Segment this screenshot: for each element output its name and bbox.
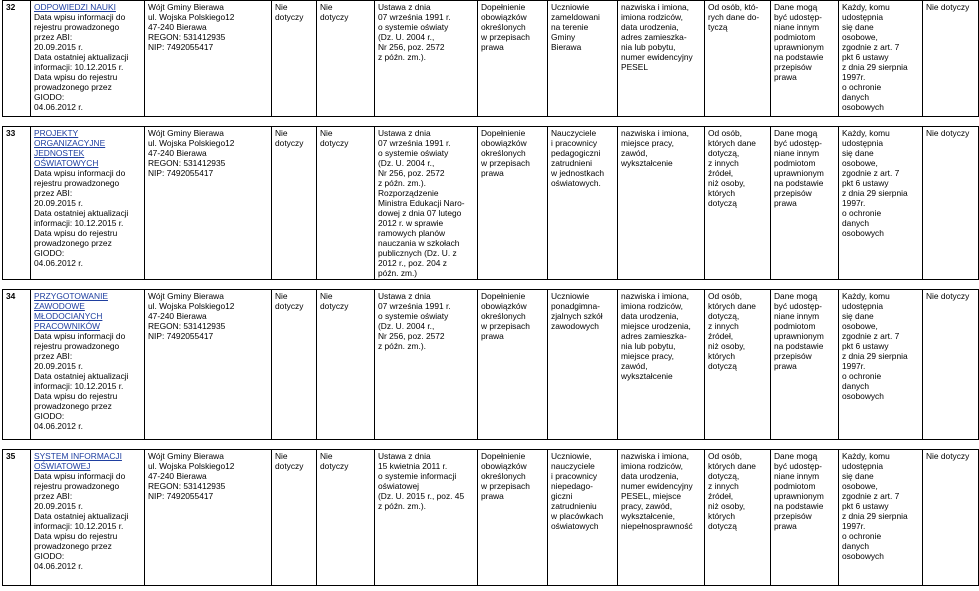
purpose-cell: Dopełnienie obowiązków określonych w przepisach prawa — [478, 450, 548, 586]
sharing-cell: Dane mogą być udostęp- niane innym podmiotom uprawnionym na podstawie przepisów prawa — [771, 450, 839, 586]
not-applicable-cell: Nie dotyczy — [317, 450, 375, 586]
row-number: 32 — [3, 1, 31, 117]
dataset-dates: Data wpisu informacji do rejestru prowadzonego przez ABI: 20.09.2015 r. Data ostatniej aktualizacji informacji: 10.12.2015 r. Data wpisu do rejestru prowadzonego przez GIODO: 04.06.2012 r. — [34, 12, 129, 112]
administrator-cell: Wójt Gminy Bierawa ul. Wojska Polskiego12 47-240 Bierawa REGON: 531412935 NIP: 7492055417 — [145, 1, 272, 117]
not-applicable-cell: Nie dotyczy — [272, 127, 317, 280]
last-cell: Nie dotyczy — [923, 290, 979, 440]
data-scope-cell: nazwiska i imiona, imiona rodziców, data urodzenia, adres zamieszka- nia lub pobytu, numer ewidencyjny PESEL — [618, 1, 705, 117]
dataset-cell — [31, 1, 145, 117]
table-row — [3, 1, 979, 117]
row-gap — [3, 117, 979, 127]
categories-cell: Nauczyciele i pracownicy pedagogiczni zatrudnieni w jednostkach oświatowych. — [548, 127, 618, 280]
sharing-cell: Dane mogą być udostęp- niane innym podmiotom uprawnionym na podstawie przepisów prawa — [771, 127, 839, 280]
last-cell: Nie dotyczy — [923, 1, 979, 117]
access-cell: Każdy, komu udostępnia się dane osobowe, zgodnie z art. 7 pkt 6 ustawy z dnia 29 sierpnia 1997r. o ochronie danych osobowych — [839, 1, 923, 117]
data-scope-cell: nazwiska i imiona, miejsce pracy, zawód, wykształcenie — [618, 127, 705, 280]
row-gap — [3, 440, 979, 450]
sharing-cell: Dane mogą być udostęp- niane innym podmiotom uprawnionym na podstawie przepisów prawa — [771, 1, 839, 117]
last-cell: Nie dotyczy — [923, 450, 979, 586]
not-applicable-cell: Nie dotyczy — [272, 450, 317, 586]
access-cell: Każdy, komu udostępnia się dane osobowe, zgodnie z art. 7 pkt 6 ustawy z dnia 29 sierpnia 1997r. o ochronie danych osobowych — [839, 450, 923, 586]
row-gap — [3, 280, 979, 290]
row-number: 33 — [3, 127, 31, 280]
not-applicable-cell: Nie dotyczy — [317, 127, 375, 280]
administrator-cell: Wójt Gminy Bierawa ul. Wojska Polskiego12 47-240 Bierawa REGON: 531412935 NIP: 7492055417 — [145, 127, 272, 280]
legal-basis-cell: Ustawa z dnia 15 kwietnia 2011 r. o systemie informacji oświatowej (Dz. U. 2015 r., poz. 45 z późn. zm.). — [375, 450, 478, 586]
purpose-cell: Dopełnienie obowiązków określonych w przepisach prawa — [478, 290, 548, 440]
purpose-cell: Dopełnienie obowiązków określonych w przepisach prawa — [478, 1, 548, 117]
categories-cell: Uczniowie zameldowani na terenie Gminy Bierawa — [548, 1, 618, 117]
legal-basis-cell: Ustawa z dnia 07 września 1991 r. o systemie oświaty (Dz. U. 2004 r., Nr 256, poz. 2572 z późn. zm.). — [375, 1, 478, 117]
data-scope-cell: nazwiska i imiona, imiona rodziców, data urodzenia, numer ewidencyjny PESEL, miejsce pracy, zawód, wykształcenie, niepełnosprawność — [618, 450, 705, 586]
not-applicable-cell: Nie dotyczy — [272, 290, 317, 440]
last-cell: Nie dotyczy — [923, 127, 979, 280]
administrator-cell: Wójt Gminy Bierawa ul. Wojska Polskiego12 47-240 Bierawa REGON: 531412935 NIP: 7492055417 — [145, 450, 272, 586]
not-applicable-cell: Nie dotyczy — [317, 1, 375, 117]
table-row — [3, 290, 979, 440]
dataset-dates: Data wpisu informacji do rejestru prowadzonego przez ABI: 20.09.2015 r. Data ostatniej aktualizacji informacji: 10.12.2015 r. Data wpisu do rejestru prowadzonego przez GIODO: 04.06.2012 r. — [34, 168, 129, 268]
not-applicable-cell: Nie dotyczy — [272, 1, 317, 117]
dataset-title[interactable]: SYSTEM INFORMACJI OŚWIATOWEJ — [34, 451, 122, 471]
table-row — [3, 450, 979, 586]
categories-cell: Uczniowie, nauczyciele i pracownicy niepedago- giczni zatrudnieniu w placówkach oświatowych — [548, 450, 618, 586]
row-number: 35 — [3, 450, 31, 586]
row-number: 34 — [3, 290, 31, 440]
dataset-title[interactable]: PROJEKTY ORGANIZACYJNE JEDNOSTEK OŚWIATOWYCH — [34, 128, 106, 168]
sharing-cell: Dane mogą być udostęp- niane innym podmiotom uprawnionym na podstawie przepisów prawa — [771, 290, 839, 440]
administrator-cell: Wójt Gminy Bierawa ul. Wojska Polskiego12 47-240 Bierawa REGON: 531412935 NIP: 7492055417 — [145, 290, 272, 440]
data-source-cell: Od osób, których dane dotyczą, z innych źródeł, niż osoby, których dotyczą — [705, 290, 771, 440]
legal-basis-cell: Ustawa z dnia 07 września 1991 r. o systemie oświaty (Dz. U. 2004 r., Nr 256, poz. 2572 z późn. zm.). Rozporządzenie Ministra Edukacji Naro- dowej z dnia 07 lutego 2012 r. w sprawie ramowych planów nauczania w szkołach publicznych (Dz. U. z 2012 r., poz. 204 z późn. zm.) — [375, 127, 478, 280]
data-source-cell: Od osób, których dane dotyczą, z innych źródeł, niż osoby, których dotyczą — [705, 127, 771, 280]
dataset-dates: Data wpisu informacji do rejestru prowadzonego przez ABI: 20.09.2015 r. Data ostatniej aktualizacji informacji: 10.12.2015 r. Data wpisu do rejestru prowadzonego przez GIODO: 04.06.2012 r. — [34, 471, 129, 571]
dataset-cell — [31, 290, 145, 440]
legal-basis-cell: Ustawa z dnia 07 września 1991 r. o systemie oświaty (Dz. U. 2004 r., Nr 256, poz. 2572 z późn. zm.). — [375, 290, 478, 440]
categories-cell: Uczniowie ponadgimna- zjalnych szkół zawodowych — [548, 290, 618, 440]
data-source-cell: Od osób, których dane dotyczą, z innych źródeł, niż osoby, których dotyczą — [705, 450, 771, 586]
dataset-dates: Data wpisu informacji do rejestru prowadzonego przez ABI: 20.09.2015 r. Data ostatniej aktualizacji informacji: 10.12.2015 r. Data wpisu do rejestru prowadzonego przez GIODO: 04.06.2012 r. — [34, 331, 129, 431]
dataset-cell — [31, 450, 145, 586]
data-source-cell: Od osób, któ- rych dane do- tyczą — [705, 1, 771, 117]
register-table — [2, 0, 979, 586]
access-cell: Każdy, komu udostępnia się dane osobowe, zgodnie z art. 7 pkt 6 ustawy z dnia 29 sierpnia 1997r. o ochronie danych osobowych — [839, 290, 923, 440]
purpose-cell: Dopełnienie obowiązków określonych w przepisach prawa — [478, 127, 548, 280]
access-cell: Każdy, komu udostępnia się dane osobowe, zgodnie z art. 7 pkt 6 ustawy z dnia 29 sierpnia 1997r. o ochronie danych osobowych — [839, 127, 923, 280]
dataset-title[interactable]: ODPOWIEDZI NAUKI — [34, 2, 116, 12]
data-scope-cell: nazwiska i imiona, imiona rodziców, data urodzenia, miejsce urodzenia, adres zamieszka- nia lub pobytu, miejsce pracy, zawód, wykształcenie — [618, 290, 705, 440]
dataset-title[interactable]: PRZYGOTOWANIE ZAWODOWE MŁODOCIANYCH PRACOWNIKÓW — [34, 291, 108, 331]
table-row — [3, 127, 979, 280]
dataset-cell — [31, 127, 145, 280]
not-applicable-cell: Nie dotyczy — [317, 290, 375, 440]
